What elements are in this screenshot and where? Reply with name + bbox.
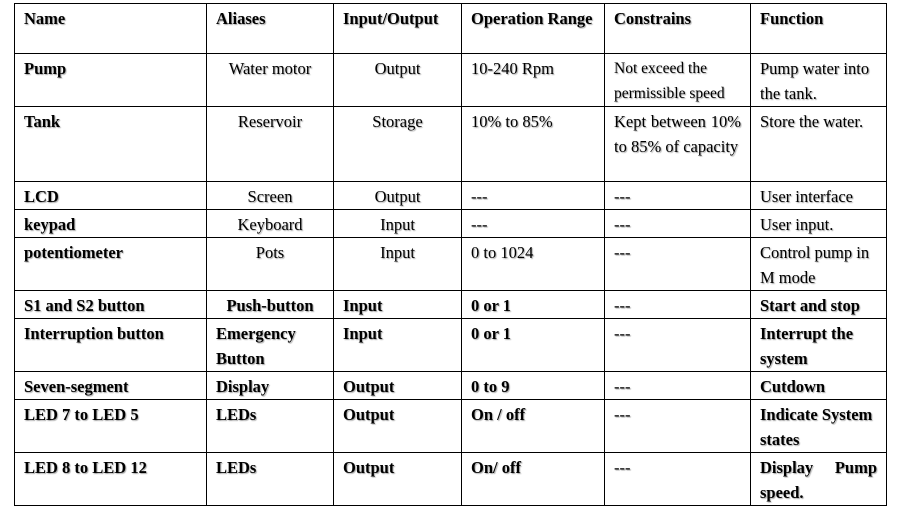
cell-name: Interruption button	[15, 319, 207, 372]
cell-range: 10% to 85%	[462, 107, 605, 182]
cell-range: 0 to 1024	[462, 238, 605, 291]
header-aliases: Aliases	[207, 4, 334, 54]
cell-name: potentiometer	[15, 238, 207, 291]
table-row	[15, 107, 887, 182]
cell-aliases: Pots	[207, 238, 334, 291]
table-row	[15, 319, 887, 372]
cell-range: 10-240 Rpm	[462, 54, 605, 107]
cell-constraints: ---	[605, 453, 751, 506]
cell-function: Store the water.	[751, 107, 887, 182]
cell-function: User input.	[751, 210, 887, 238]
header-name: Name	[15, 4, 207, 54]
cell-constraints: Kept between 10% to 85% of capacity	[605, 107, 751, 182]
cell-name: Pump	[15, 54, 207, 107]
cell-constraints: ---	[605, 400, 751, 453]
cell-aliases: Emergency Button	[207, 319, 334, 372]
cell-range: 0 or 1	[462, 319, 605, 372]
cell-aliases: Reservoir	[207, 107, 334, 182]
cell-io: Storage	[334, 107, 462, 182]
header-io: Input/Output	[334, 4, 462, 54]
cell-io: Output	[334, 453, 462, 506]
cell-constraints: ---	[605, 372, 751, 400]
cell-constraints: ---	[605, 182, 751, 210]
cell-name: S1 and S2 button	[15, 291, 207, 319]
table-row	[15, 54, 887, 107]
table-row	[15, 238, 887, 291]
cell-constraints: ---	[605, 238, 751, 291]
components-table	[14, 3, 887, 506]
cell-aliases: Keyboard	[207, 210, 334, 238]
cell-name: LED 7 to LED 5	[15, 400, 207, 453]
table-header-row	[15, 4, 887, 54]
cell-io: Input	[334, 238, 462, 291]
cell-io: Output	[334, 372, 462, 400]
cell-io: Input	[334, 319, 462, 372]
cell-name: LED 8 to LED 12	[15, 453, 207, 506]
cell-io: Input	[334, 291, 462, 319]
cell-function: User interface	[751, 182, 887, 210]
header-range: Operation Range	[462, 4, 605, 54]
cell-name: LCD	[15, 182, 207, 210]
cell-function: Display Pump speed.	[751, 453, 887, 506]
cell-range: On/ off	[462, 453, 605, 506]
table-row	[15, 400, 887, 453]
cell-range: 0 or 1	[462, 291, 605, 319]
cell-io: Output	[334, 182, 462, 210]
cell-function: Start and stop	[751, 291, 887, 319]
cell-constraints: ---	[605, 291, 751, 319]
cell-io: Input	[334, 210, 462, 238]
cell-constraints: Not exceed the permissible speed	[605, 54, 751, 107]
cell-name: keypad	[15, 210, 207, 238]
cell-aliases: LEDs	[207, 453, 334, 506]
cell-aliases: Screen	[207, 182, 334, 210]
cell-constraints: ---	[605, 210, 751, 238]
table-row	[15, 210, 887, 238]
cell-range: On / off	[462, 400, 605, 453]
header-function: Function	[751, 4, 887, 54]
cell-function: Control pump in M mode	[751, 238, 887, 291]
cell-constraints: ---	[605, 319, 751, 372]
cell-range: 0 to 9	[462, 372, 605, 400]
table-row	[15, 453, 887, 506]
cell-function: Pump water into the tank.	[751, 54, 887, 107]
header-constraints: Constrains	[605, 4, 751, 54]
cell-name: Seven-segment	[15, 372, 207, 400]
cell-aliases: LEDs	[207, 400, 334, 453]
table-row	[15, 372, 887, 400]
cell-range: ---	[462, 182, 605, 210]
table-row	[15, 182, 887, 210]
cell-aliases: Water motor	[207, 54, 334, 107]
cell-io: Output	[334, 54, 462, 107]
cell-function: Indicate System states	[751, 400, 887, 453]
cell-function: Cutdown	[751, 372, 887, 400]
table-row	[15, 291, 887, 319]
cell-name: Tank	[15, 107, 207, 182]
cell-aliases: Display	[207, 372, 334, 400]
cell-range: ---	[462, 210, 605, 238]
cell-aliases: Push-button	[207, 291, 334, 319]
cell-io: Output	[334, 400, 462, 453]
cell-function: Interrupt the system	[751, 319, 887, 372]
